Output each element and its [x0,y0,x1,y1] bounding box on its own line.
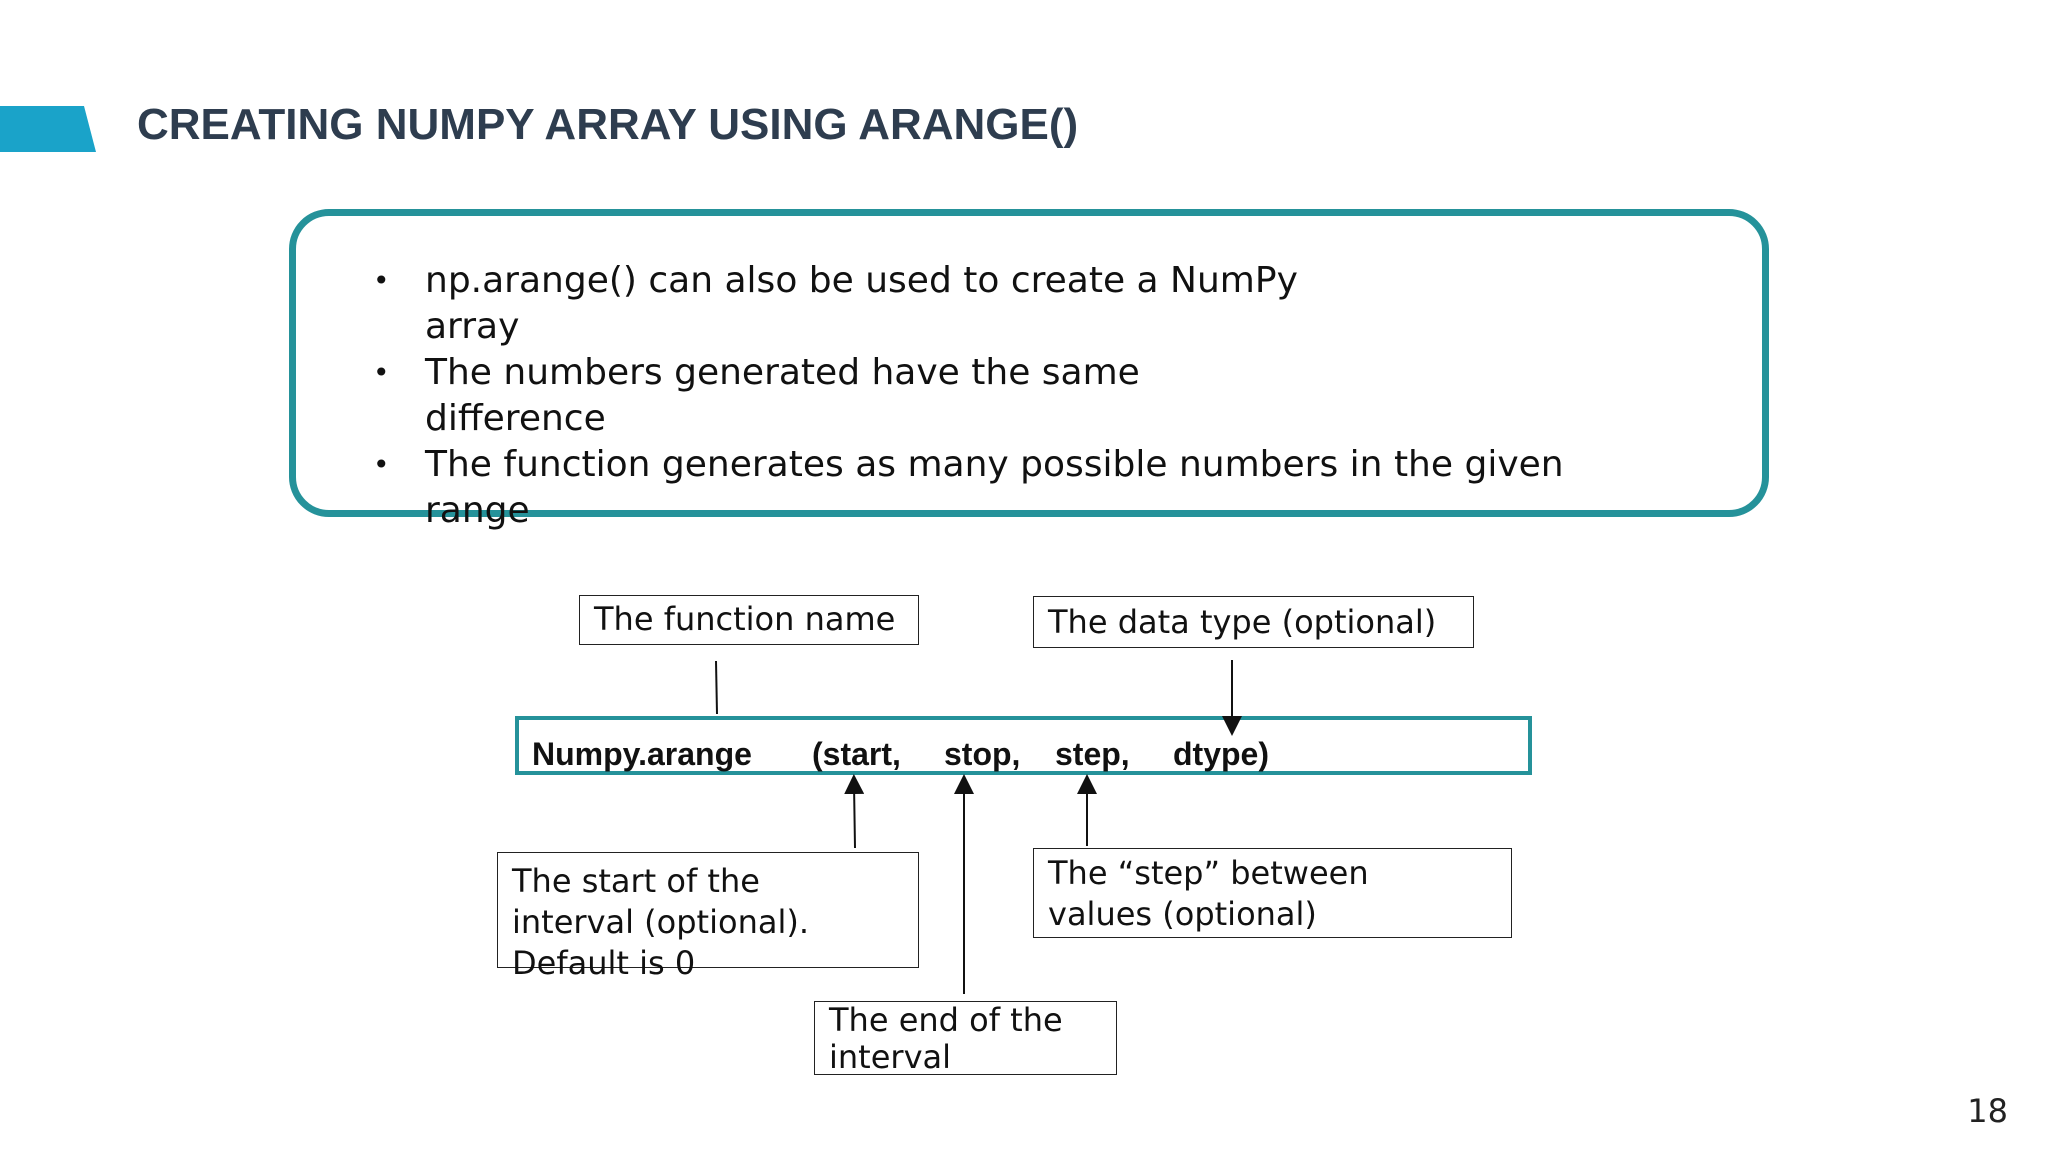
callout-step-line: The “step” between [1048,854,1369,892]
function-name-connector [716,661,717,714]
callout-data-type: The data type (optional) [1033,596,1474,648]
callout-end-line: The end of the [829,1001,1063,1039]
bullet-item: • The numbers generated have the same difference [373,350,1245,442]
callout-step-line: values (optional) [1048,895,1317,933]
callout-end-line: interval [829,1038,951,1076]
signature-step-param: step, [1055,736,1130,772]
page-number: 18 [1967,1092,2008,1130]
signature-start-param: (start, [812,736,901,772]
signature-function: Numpy.arange [532,736,752,772]
callout-start-line: interval (optional). [512,903,809,941]
bullet-item: • np.arange() can also be used to create a NumPy array [373,258,1365,350]
start-arrow [854,784,855,848]
callout-function-name: The function name [579,595,919,645]
bullet-item: • The function generates as many possible numbers in the given range [373,442,1565,534]
signature-dtype-param: dtype) [1173,736,1269,772]
slide-title: CREATING NUMPY ARRAY USING ARANGE() [137,100,1079,149]
signature-stop-param: stop, [944,736,1021,772]
callout-start-line: Default is 0 [512,944,696,982]
callout-start-line: The start of the [512,862,760,900]
